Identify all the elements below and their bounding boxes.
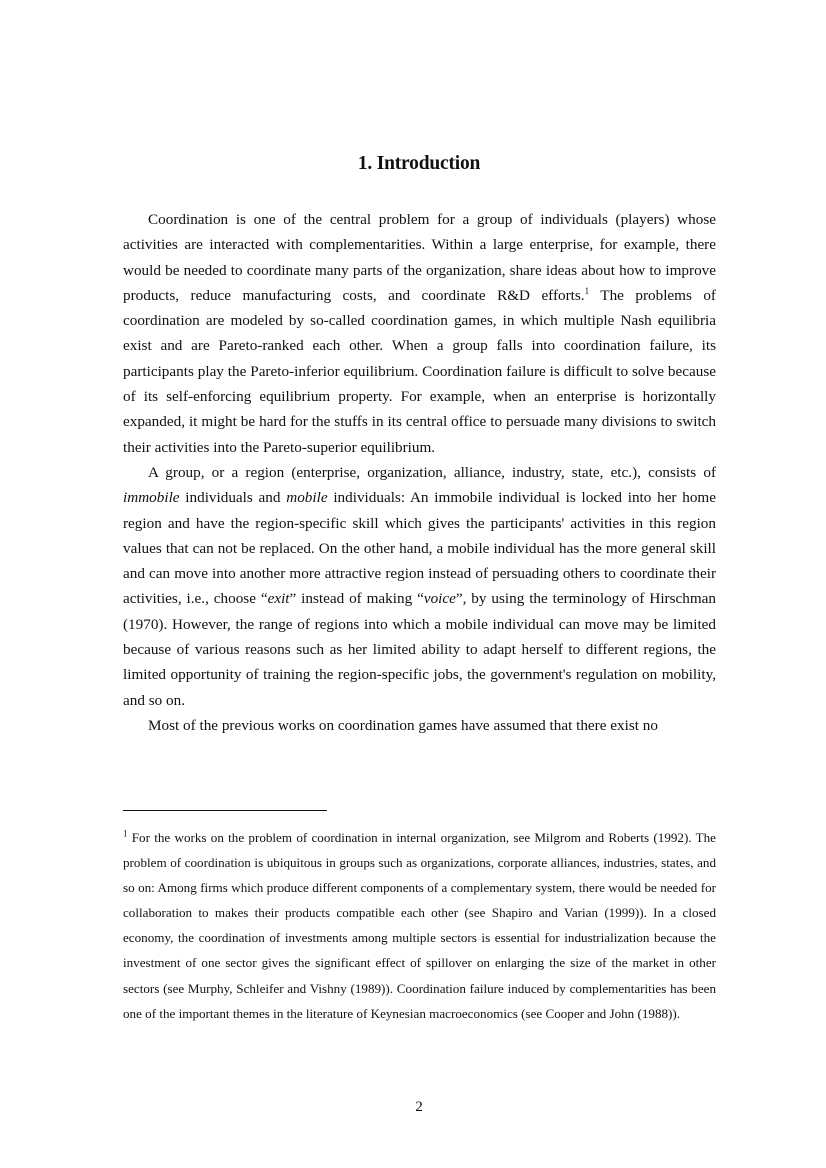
footnote-marker: 1 xyxy=(123,828,128,839)
section-heading: 1. Introduction xyxy=(357,153,481,174)
paragraph-1-text-a: Coordination is one of the central problem for a group of individuals (players) whose activities are interacted with complementarities. Within a large enterprise, for example, there would be needed to coordinate many parts of the organization, share ideas about how to improve products, reduce manufacturing costs, and coordinate R&D efforts. xyxy=(123,211,716,304)
emphasis-voice: voice xyxy=(423,590,456,608)
footnote-paragraph xyxy=(123,825,716,1026)
paragraph-2-text-d: ” instead of making “ xyxy=(289,590,424,608)
footnote-reference[interactable]: 1 xyxy=(584,285,590,296)
paragraph-2 xyxy=(123,460,716,713)
paragraph-2-text-c: individuals: An immobile individual is locked into her home region and have the region-specific skill which gives the participants' activities in this region values that can not be replaced. On the other hand, a mobile individual has the more general skill and can move into another more attractive region instead of persuading others to coordinate their activities, i.e., choose “ xyxy=(123,489,716,608)
paragraph-2-text-a: A group, or a region (enterprise, organization, alliance, industry, state, etc.), consists of xyxy=(148,463,716,481)
body-text xyxy=(123,207,716,738)
paragraph-2-text-b: individuals and xyxy=(179,489,287,507)
footnote-text: For the works on the problem of coordination in internal organization, see Milgrom and Roberts (1992). The problem of coordination is ubiquitous in groups such as organizations, corporate alliances, industries, states, and so on: Among firms which produce different components of a complementary system, there would be needed for collaboration to makes their products compatible each other (see Shapiro and Varian (1999)). In a closed economy, the coordination of investments among multiple sectors is essential for industrialization because the investment of one sector gives the significant effect of spillover on enlarging the size of the market in other sectors (see Murphy, Schleifer and Vishny (1989)). Coordination failure induced by complementarities has been one of the important themes in the literature of Keynesian macroeconomics (see Cooper and John (1988)). xyxy=(123,830,716,1021)
paragraph-2-text-e: ”, by using the terminology of Hirschman (1970). However, the range of regions into which a mobile individual can move may be limited because of various reasons such as her limited ability to adapt herself to different regions, the limited opportunity of training the region-specific jobs, the government's regulation on mobility, and so on. xyxy=(123,590,716,709)
footnote-divider xyxy=(123,810,327,811)
paragraph-3: Most of the previous works on coordination games have assumed that there exist no xyxy=(148,716,658,734)
emphasis-exit: exit xyxy=(267,590,290,608)
emphasis-mobile: mobile xyxy=(286,489,328,507)
footnote xyxy=(123,825,716,1026)
emphasis-immobile: immobile xyxy=(123,489,180,507)
page-number: 2 xyxy=(415,1098,423,1115)
paragraph-1 xyxy=(123,207,716,460)
paragraph-1-text-b: The problems of coordination are modeled by so-called coordination games, in which multiple Nash equilibria exist and are Pareto-ranked each other. When a group falls into coordination failure, its participants play the Pareto-inferior equilibrium. Coordination failure is difficult to solve because of its self-enforcing equilibrium property. For example, when an enterprise is horizontally expanded, it might be hard for the stuffs in its central office to persuade many divisions to switch their activities into the Pareto-superior equilibrium. xyxy=(123,286,716,456)
